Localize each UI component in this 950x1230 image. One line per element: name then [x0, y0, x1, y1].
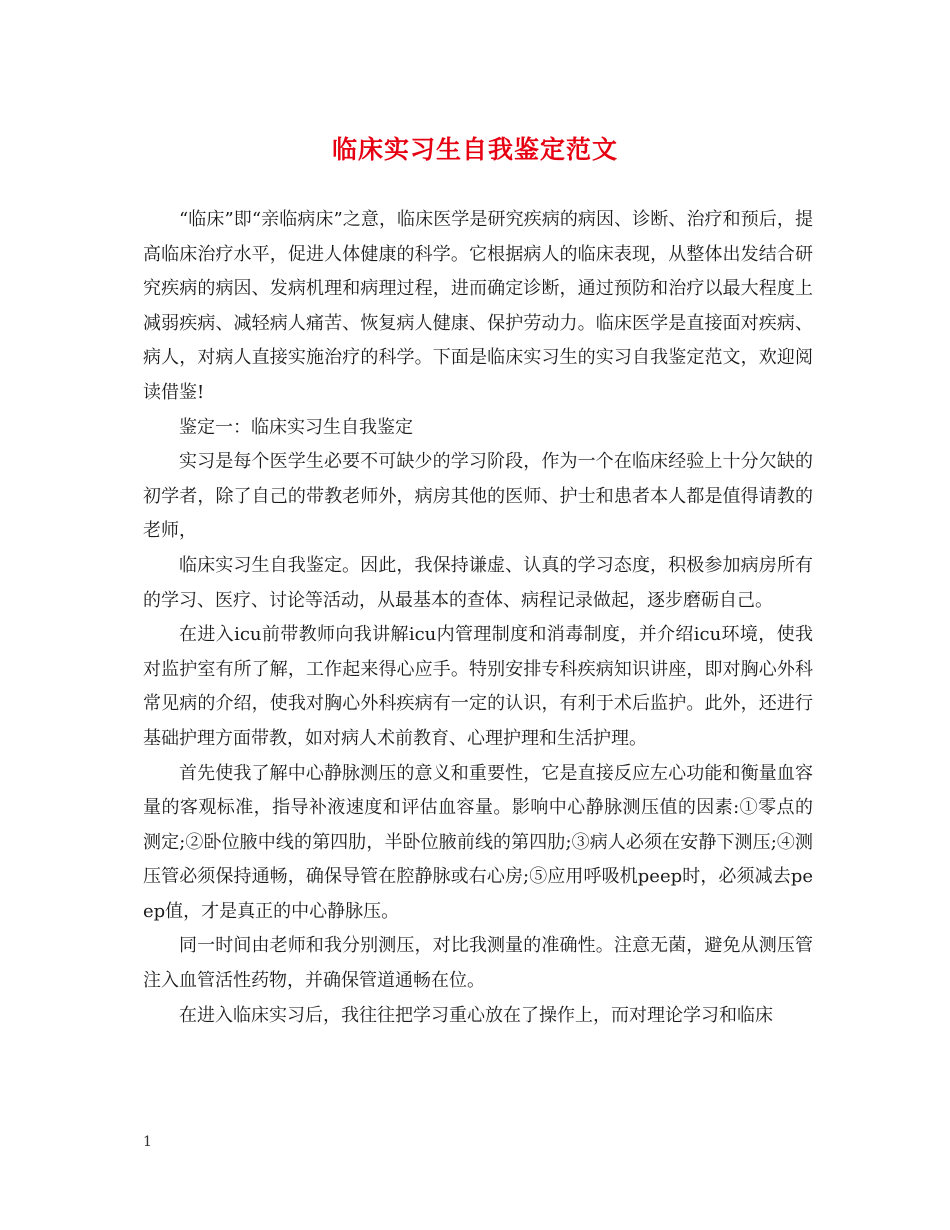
paragraph: 同一时间由老师和我分别测压，对比我测量的准确性。注意无菌，避免从测压管注入血管活性药物，并确保管道通畅在位。 — [143, 935, 813, 992]
page-number: 1 — [143, 1134, 152, 1150]
paragraph: 实习是每个医学生必要不可缺少的学习阶段，作为一个在临床经验上十分欠缺的初学者，除了自己的带教老师外，病房其他的医师、护士和患者本人都是值得请教的老师， — [143, 451, 813, 542]
paragraph: 在进入临床实习后，我往往把学习重心放在了操作上，而对理论学习和临床 — [179, 1004, 773, 1026]
paragraph: 在进入icu前带教师向我讲解icu内管理制度和消毒制度，并介绍icu环境，使我对监护室有所了解，工作起来得心应手。特别安排专科疾病知识讲座，即对胸心外科常见病的介绍，使我对胸心外科疾病有一定的认识，有利于术后监护。此外，还进行基础护理方面带教，如对病人术前教育、心理护理和生活护理。 — [143, 624, 813, 749]
document-title: 临床实习生自我鉴定范文 — [331, 135, 618, 164]
paragraph: 临床实习生自我鉴定。因此，我保持谦虚、认真的学习态度，积极参加病房所有的学习、医疗、讨论等活动，从最基本的查体、病程记录做起，逐步磨砺自己。 — [143, 554, 813, 611]
section-heading: 鉴定一：临床实习生自我鉴定 — [179, 416, 413, 438]
document-body — [143, 203, 813, 1033]
paragraph: 首先使我了解中心静脉测压的意义和重要性，它是直接反应左心功能和衡量血容量的客观标准，指导补液速度和评估血容量。影响中心静脉测压值的因素:①零点的测定;②卧位腋中线的第四肋，半卧位腋前线的第四肋;③病人必须在安静下测压;④测压管必须保持通畅，确保导管在腔静脉或右心房;⑤应用呼吸机peep时，必须减去peep值，才是真正的中心静脉压。 — [143, 762, 813, 922]
paragraph-intro: “临床”即“亲临病床”之意，临床医学是研究疾病的病因、诊断、治疗和预后，提高临床治疗水平，促进人体健康的科学。它根据病人的临床表现，从整体出发结合研究疾病的病因、发病机理和病理过程，进而确定诊断，通过预防和治疗以最大程度上减弱疾病、减轻病人痛苦、恢复病人健康、保护劳动力。临床医学是直接面对疾病、病人，对病人直接实施治疗的科学。下面是临床实习生的实习自我鉴定范文，欢迎阅读借鉴! — [143, 209, 813, 403]
